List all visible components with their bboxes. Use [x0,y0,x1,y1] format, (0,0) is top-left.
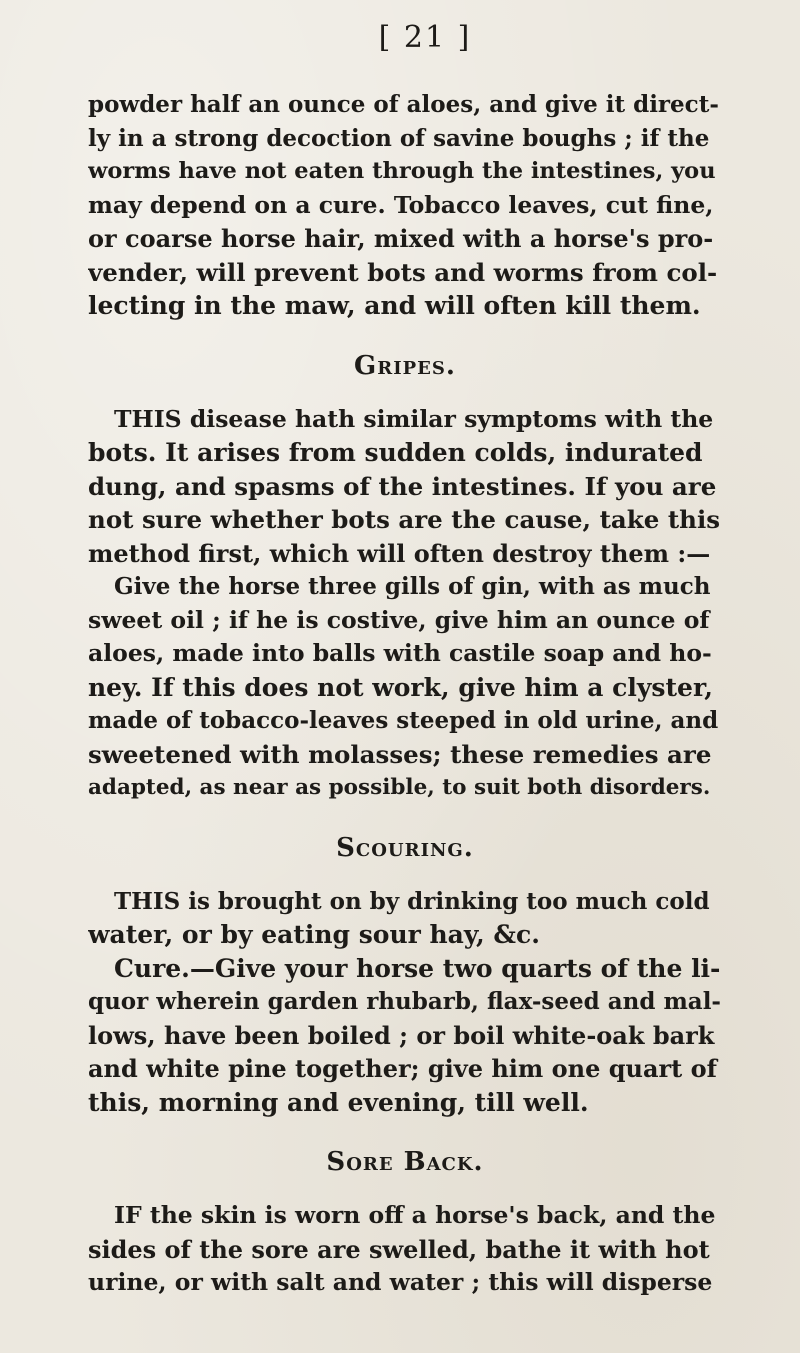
paragraph-gripes-symptoms [88,403,722,571]
text-line: method first, which will often destroy them :— [88,538,711,568]
paragraph-scouring-cause [88,885,722,952]
text-line: lecting in the maw, and will often kill them. [88,291,701,320]
text-line: THIS disease hath similar symptoms with the [114,404,714,433]
text-line: quor wherein garden rhubarb, flax-seed and mal- [88,988,721,1015]
text-line: and white pine together; give him one quart of [88,1054,717,1083]
text-line: water, or by eating sour hay, &c. [88,920,540,949]
text-line: IF the skin is worn off a horse's back, and the [114,1201,716,1229]
text-line: made of tobacco-leaves steeped in old urine, and [88,707,719,734]
section-heading-sore-back: Sore Back. [326,1147,484,1177]
text-line: ly in a strong decoction of savine boughs ; if the [88,124,710,152]
text-line: aloes, made into balls with castile soap and ho- [88,639,712,667]
text-line: urine, or with salt and water ; this will disperse [88,1268,713,1296]
text-line: Cure.—Give your horse two quarts of the li- [114,953,721,983]
text-line: bots. It arises from sudden colds, indurated [88,438,703,467]
text-line: not sure whether bots are the cause, take this [88,505,721,534]
text-line: lows, have been boiled ; or boil white-oak bark [88,1020,715,1050]
paragraph-bots-continued [88,88,722,323]
text-line: ney. If this does not work, give him a clyster, [88,672,714,702]
text-line: Give the horse three gills of gin, with as much [114,573,711,600]
paragraph-sore-back [88,1199,722,1300]
text-line: dung, and spasms of the intestines. If you are [88,471,717,501]
text-line: sweetened with molasses; these remedies are [88,739,712,769]
text-line: this, morning and evening, till well. [88,1087,589,1117]
text-line: powder half an ounce of aloes, and give it direct- [88,91,719,118]
text-line: adapted, as near as possible, to suit both disorders. [88,775,711,800]
text-line: worms have not eaten through the intestines, you [88,158,716,184]
text-line: vender, will prevent bots and worms from col- [88,257,718,287]
paragraph-gripes-remedy [88,570,722,805]
section-heading-gripes: Gripes. [354,350,456,381]
text-line: may depend on a cure. Tobacco leaves, cut fine, [88,190,714,219]
text-line: sides of the sore are swelled, bathe it with hot [88,1234,710,1264]
text-line: or coarse horse hair, mixed with a horse's pro- [88,224,714,253]
paragraph-scouring-cure [88,952,722,1120]
section-heading-scouring: Scouring. [336,832,474,863]
text-line: sweet oil ; if he is costive, give him an ounce of [88,605,710,634]
text-line: THIS is brought on by drinking too much cold [114,887,710,915]
page-number: [ 21 ] [378,20,472,55]
